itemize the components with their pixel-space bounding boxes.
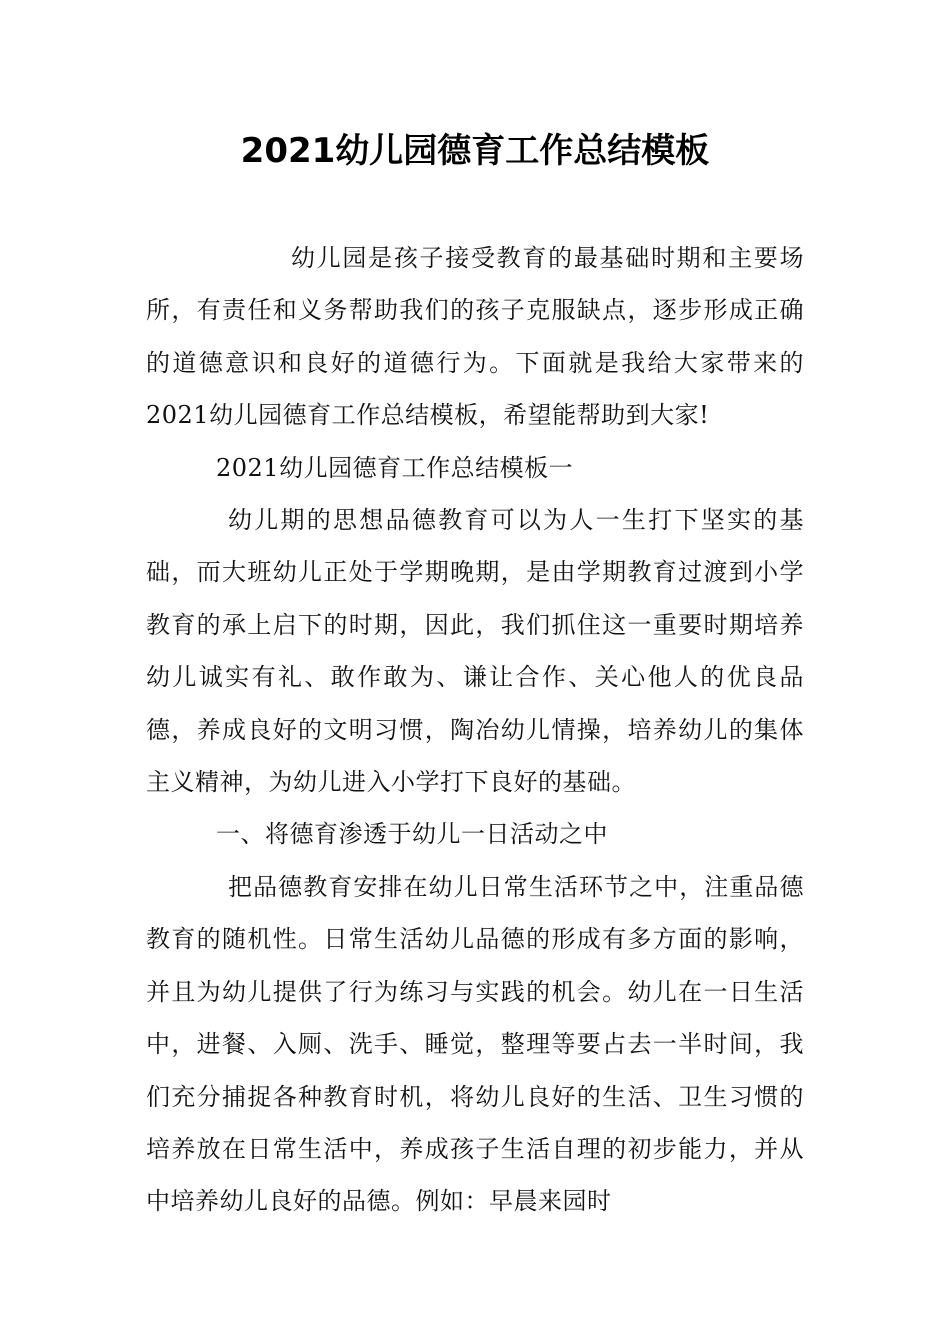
subsection-heading: 一、将德育渗透于幼儿一日活动之中	[216, 820, 608, 849]
section-heading: 2021幼儿园德育工作总结模板一	[216, 453, 574, 482]
document-title: 2021幼儿园德育工作总结模板	[240, 131, 710, 171]
body-paragraph: 幼儿期的思想品德教育可以为人一生打下坚实的基础，而大班幼儿正处于学期晚期，是由学期教育过渡到小学教育的承上启下的时期，因此，我们抓住这一重要时期培养幼儿诚实有礼、敢作敢为、谦让合作、关心他人的优良品德，养成良好的文明习惯，陶冶幼儿情操，培养幼儿的集体主义精神，为幼儿进入小学打下良好的基础。	[146, 506, 804, 797]
intro-paragraph: 幼儿园是孩子接受教育的最基础时期和主要场所，有责任和义务帮助我们的孩子克服缺点，逐步形成正确的道德意识和良好的道德行为。下面就是我给大家带来的2021幼儿园德育工作总结模板，希望能帮助到大家!	[146, 244, 804, 430]
body-paragraph: 把品德教育安排在幼儿日常生活环节之中，注重品德教育的随机性。日常生活幼儿品德的形成有多方面的影响，并且为幼儿提供了行为练习与实践的机会。幼儿在一日生活中，进餐、入厕、洗手、睡觉，整理等要占去一半时间，我们充分捕捉各种教育时机，将幼儿良好的生活、卫生习惯的培养放在日常生活中，养成孩子生活自理的初步能力，并从中培养幼儿良好的品德。例如：早晨来园时	[146, 872, 804, 1216]
document-body	[146, 232, 804, 1228]
